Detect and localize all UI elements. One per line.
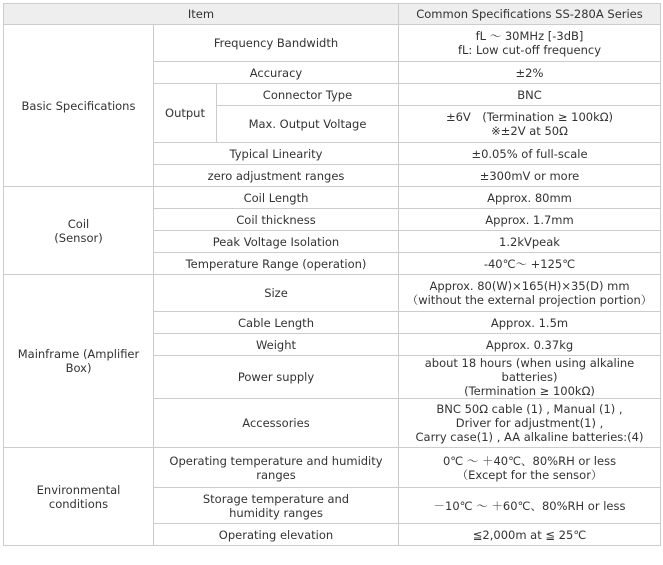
row-label: Temperature Range (operation) — [154, 253, 399, 275]
row-label: Coil thickness — [154, 209, 399, 231]
row-label: Connector Type — [217, 84, 399, 106]
subgroup-output: Output — [154, 84, 217, 143]
table-row — [4, 448, 661, 488]
row-label: Max. Output Voltage — [217, 106, 399, 143]
category-environmental: Environmental conditions — [4, 448, 154, 546]
header-row — [4, 4, 661, 25]
row-value: Approx. 80mm — [399, 187, 661, 209]
row-label: Weight — [154, 334, 399, 356]
row-value: Approx. 1.7mm — [399, 209, 661, 231]
category-mainframe: Mainframe (Amplifier Box) — [4, 275, 154, 448]
row-value: ±2% — [399, 62, 661, 84]
row-value: Approx. 1.5m — [399, 312, 661, 334]
header-item: Item — [4, 4, 399, 25]
category-basic-specifications: Basic Specifications — [4, 25, 154, 187]
row-value: 0℃ ～ ＋40℃、80%RH or less （Except for the sensor） — [399, 448, 661, 488]
row-value: Approx. 0.37kg — [399, 334, 661, 356]
table-row — [4, 275, 661, 312]
row-label: Cable Length — [154, 312, 399, 334]
row-value: BNC — [399, 84, 661, 106]
category-coil: Coil (Sensor) — [4, 187, 154, 275]
specifications-table — [3, 3, 661, 546]
table-row — [4, 25, 661, 62]
row-value: about 18 hours (when using alkaline batteries) (Termination ≥ 100kΩ) — [399, 356, 661, 399]
row-label: Operating elevation — [154, 524, 399, 546]
row-value: 1.2kVpeak — [399, 231, 661, 253]
row-label: Peak Voltage Isolation — [154, 231, 399, 253]
row-label: Power supply — [154, 356, 399, 399]
row-label: Operating temperature and humidity ranges — [154, 448, 399, 488]
header-spec: Common Specifications SS-280A Series — [399, 4, 661, 25]
row-label: Accessories — [154, 399, 399, 448]
row-label: Coil Length — [154, 187, 399, 209]
row-label: zero adjustment ranges — [154, 165, 399, 187]
table-row — [4, 187, 661, 209]
row-value: ≦2,000m at ≦ 25℃ — [399, 524, 661, 546]
row-value: －10℃ ～ ＋60℃、80%RH or less — [399, 488, 661, 524]
row-value: fL ～ 30MHz [-3dB] fL: Low cut-off frequency — [399, 25, 661, 62]
row-value: -40℃～ +125℃ — [399, 253, 661, 275]
row-value: ±6V (Termination ≥ 100kΩ) ※±2V at 50Ω — [399, 106, 661, 143]
row-value: ±300mV or more — [399, 165, 661, 187]
row-value: Approx. 80(W)×165(H)×35(D) mm （without the external projection portion） — [399, 275, 661, 312]
row-label: Storage temperature and humidity ranges — [154, 488, 399, 524]
row-label: Frequency Bandwidth — [154, 25, 399, 62]
row-value: BNC 50Ω cable (1) , Manual (1) , Driver for adjustment(1) , Carry case(1) , AA alkaline batteries:(4) — [399, 399, 661, 448]
row-value: ±0.05% of full-scale — [399, 143, 661, 165]
row-label: Typical Linearity — [154, 143, 399, 165]
row-label: Accuracy — [154, 62, 399, 84]
row-label: Size — [154, 275, 399, 312]
